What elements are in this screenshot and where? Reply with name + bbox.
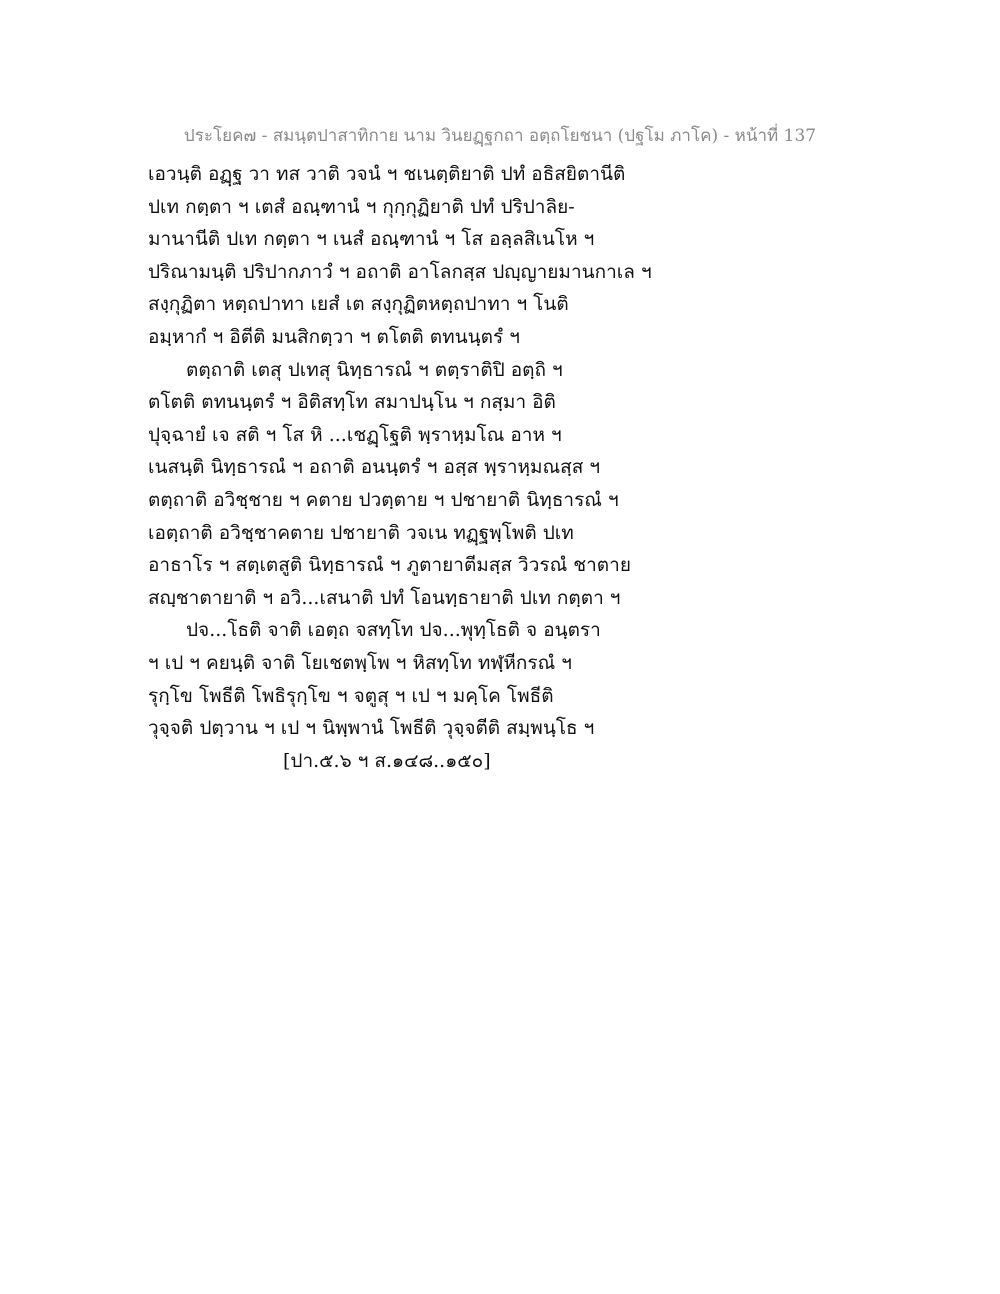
- text-line: ปุจฺฉายํ เจ สติ ฯ โส หิ ...เชฏฺโฐติ พฺราหฺมโณ อาห ฯ: [148, 423, 562, 446]
- text-line: มานานีติ ปเท กตฺตา ฯ เนสํ อณฺฑานํ ฯ โส อลฺลสิเนโห ฯ: [148, 228, 595, 251]
- text-line: วุจฺจติ ปตฺวาน ฯ เป ฯ นิพฺพานํ โพธีติ วุจฺจตีติ สมฺพนฺโธ ฯ: [148, 717, 595, 740]
- text-line: ตตฺถาติ เตสุ ปเทสุ นิทฺธารณํ ฯ ตตฺราติปิ อตฺถิ ฯ: [186, 358, 563, 381]
- reference-line: [ปา.๕.๖ ฯ ส.๑๔๘..๑๕๐]: [283, 749, 491, 772]
- text-line: เนสนฺติ นิทฺธารณํ ฯ อถาติ อนนฺตรํ ฯ อสฺส พฺราหฺมณสฺส ฯ: [148, 456, 601, 479]
- text-line: ตตฺถาติ อวิชฺชาย ฯ คตาย ปวตฺตาย ฯ ปชายาติ นิทฺธารณํ ฯ: [148, 488, 619, 511]
- text-line: สญฺชาตายาติ ฯ อวิ...เสนาติ ปทํ โอนทฺธายาติ ปเท กตฺตา ฯ: [148, 586, 621, 609]
- body-text: [148, 158, 848, 777]
- text-line: อาธาโร ฯ สตฺเตสูติ นิทฺธารณํ ฯ ภูตายาตีมสฺส วิวรณํ ชาตาย: [148, 554, 631, 577]
- text-line: อมฺหากํ ฯ อิตีติ มนสิกตฺวา ฯ ตโตติ ตทนนฺตรํ ฯ: [148, 325, 520, 348]
- text-line: ฯ เป ฯ คยนฺติ จาติ โยเชตพฺโพ ฯ หิสทฺโท ทฬฺหีกรณํ ฯ: [148, 651, 572, 674]
- text-line: เอตฺถาติ อวิชฺชาคตาย ปชายาติ วจเน ทฏฺฐพฺโพติ ปเท: [148, 521, 574, 544]
- page-header: ประโยค๗ - สมนฺตปาสาทิกาย นาม วินยฏฺฐกถา อตฺถโยชนา (ปฐโม ภาโค) - หน้าที่ 137: [183, 126, 817, 146]
- text-line: ปเท กตฺตา ฯ เตสํ อณฺฑานํ ฯ กุกฺกุฏิยาติ ปทํ ปริปาลิย-: [148, 195, 575, 218]
- text-line: สงฺกุฏิตา หตฺถปาทา เยสํ เต สงฺกุฏิตหตฺถปาทา ฯ โนติ: [148, 293, 569, 316]
- text-line: ปจ...โธติ จาติ เอตฺถ จสทฺโท ปจ...พุทฺโธติ จ อนฺตรา: [186, 619, 601, 642]
- text-line: ปริณามนฺติ ปริปากภาวํ ฯ อถาติ อาโลกสฺส ปญฺญายมานกาเล ฯ: [148, 260, 652, 283]
- text-line: รุกฺโข โพธีติ โพธิรุกฺโข ฯ จตูสุ ฯ เป ฯ มคฺโค โพธีติ: [148, 684, 554, 707]
- text-line: ตโตติ ตทนนฺตรํ ฯ อิติสทฺโท สมาปนฺโน ฯ กสฺมา อิติ: [148, 391, 556, 414]
- text-line: เอวนฺติ อฏฺฐ วา ทส วาติ วจนํ ฯ ชเนตฺติยาติ ปทํ อธิสยิตานีติ: [148, 163, 626, 185]
